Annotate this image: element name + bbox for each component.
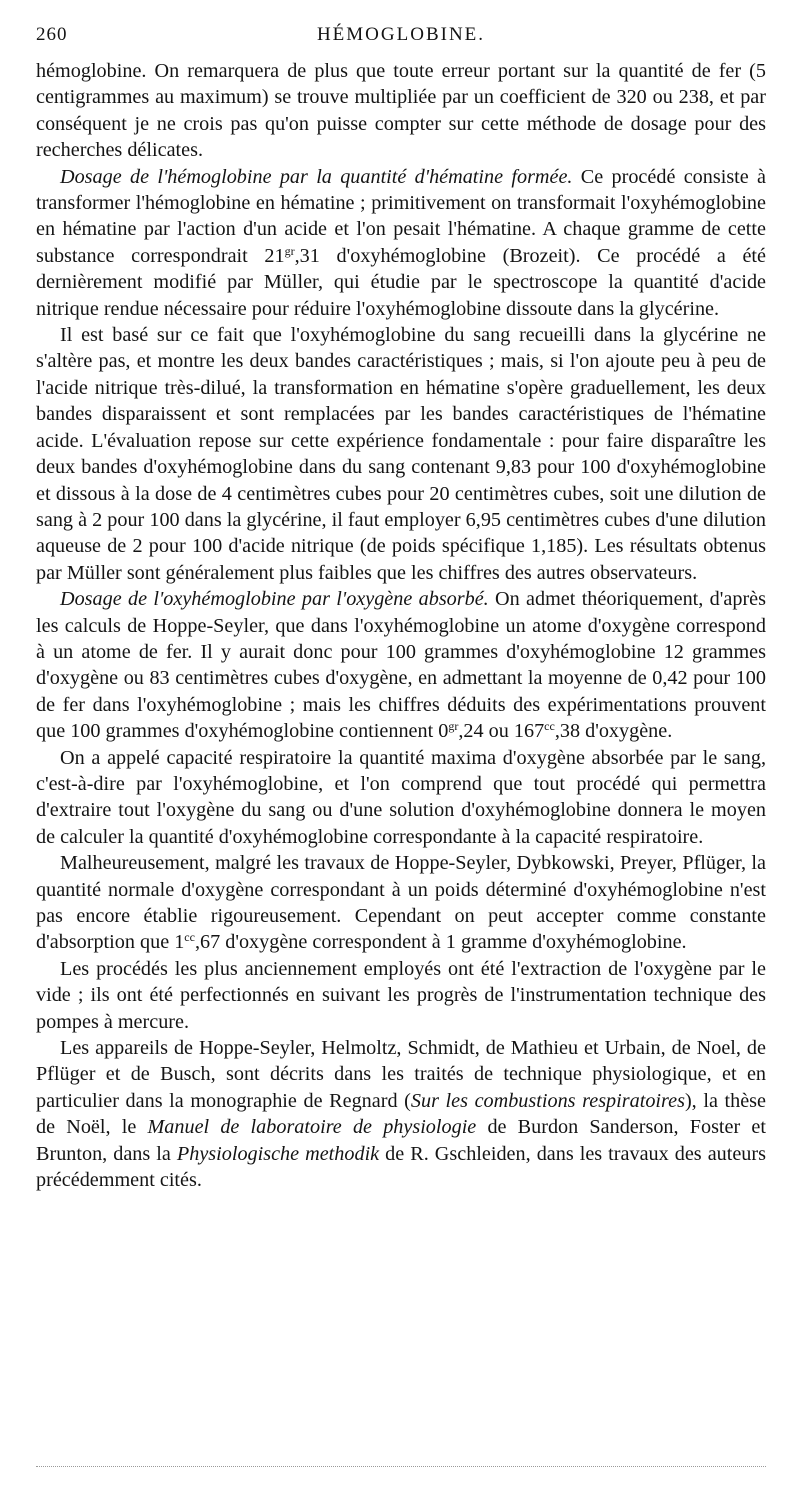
paragraph bbox=[36, 586, 766, 744]
text-run: de R. Gschleiden, dans les travaux des auteurs précédemment cités. bbox=[36, 1142, 766, 1192]
page-header bbox=[36, 24, 766, 58]
text-run: ,31 d'oxyhémoglobine (Brozeit). Ce procédé a été dernièrement modifié par Müller, qui étudie par le spectroscope la quantité d'acide nitrique rendue nécessaire pour réduire l'oxyhémoglobine dissoute dans la glycérine. bbox=[36, 244, 766, 320]
running-title: HÉMOGLOBINE. bbox=[316, 24, 486, 45]
text-run: Ce procédé consiste à transformer l'hémoglobine en hématine ; primitivement on transformait l'oxyhémoglobine en hématine par l'action d'un acide et l'on pesait l'hématine. A chaque gramme de cette substance correspondrait 21 bbox=[36, 165, 767, 267]
superscript-unit: gr bbox=[448, 719, 459, 734]
document-page bbox=[36, 24, 766, 1193]
text-run: ,24 ou 167 bbox=[458, 720, 545, 743]
italic-text: Physiologische methodik bbox=[176, 1142, 380, 1165]
text-run: Les appareils de Hoppe-Seyler, Helmoltz, Schmidt, de Mathieu et Urbain, de Noel, de Pflüger et de Busch, sont décrits dans les traités de technique physiologique, et en particulier dans la monographie de Regnard ( bbox=[36, 1037, 766, 1112]
italic-text: Dosage de l'oxyhémoglobine par l'oxygène absorbé. bbox=[60, 588, 489, 611]
paragraph bbox=[36, 956, 766, 1035]
text-run: ,67 d'oxygène correspondent à 1 gramme d'oxyhémoglobine. bbox=[194, 931, 687, 954]
paragraph bbox=[36, 164, 766, 322]
text-run: Malheureusement, malgré les travaux de Hoppe-Seyler, Dybkowski, Preyer, Pflüger, la quantité normale d'oxygène correspondant à un poids déterminé d'oxyhémoglobine n'est pas encore établie rigoureusement. Cependant on peut accepter comme constante d'absorption que 1 bbox=[36, 852, 766, 954]
page-number: 260 bbox=[36, 24, 68, 45]
text-run: hémoglobine. On remarquera de plus que toute erreur portant sur la quantité de fer (5 centigrammes au maximum) se trouve multipliée par un coefficient de 320 ou 238, et par conséquent je ne crois pas qu'on puisse compter sur cette méthode de dosage pour des recherches délicates. bbox=[36, 60, 766, 162]
text-run: ), la thèse de Noël, le bbox=[36, 1089, 766, 1139]
footer-rule bbox=[36, 1466, 766, 1467]
text-run: On admet théoriquement, d'après les calculs de Hoppe-Seyler, que dans l'oxyhémoglobine un atome d'oxygène correspond à un atome de fer. Il y aurait donc pour 100 grammes d'oxyhémoglobine 12 grammes d'oxygène ou 83 centimètres cubes d'oxygène, en admettant la moyenne de 0,42 pour 100 de fer dans l'oxyhémoglobine ; mais les chiffres déduits des expérimentations prouvent que 100 grammes d'oxyhémoglobine contiennent 0 bbox=[36, 588, 766, 743]
superscript-unit: cc bbox=[184, 930, 195, 945]
text-run: Il est basé sur ce fait que l'oxyhémoglobine du sang recueilli dans la glycérine ne s'altère pas, et montre les deux bandes caractéristiques ; mais, si l'on ajoute peu à peu de l'acide nitrique très-dilué, la transformation en hématine s'opère graduellement, les deux bandes disparaissent et sont remplacées par les bandes caractéristiques de l'hématine acide. L'évaluation repose sur cette expérience fondamentale : pour faire disparaître les deux bandes d'oxyhémoglobine dans du sang contenant 9,83 pour 100 d'oxyhémoglobine et dissous à la dose de 4 centimètres cubes pour 20 centimètres cubes, soit une dilution de sang à 2 pour 100 dans la glycérine, il faut employer 6,95 centimètres cubes d'une dilution aqueuse de 2 pour 100 d'acide nitrique (de poids spécifique 1,185). Les résultats obtenus par Müller sont généralement plus faibles que les chiffres des autres observateurs. bbox=[36, 324, 766, 584]
text-run: de Burdon Sanderson, Foster et Brunton, dans la bbox=[36, 1116, 766, 1165]
body-text bbox=[36, 58, 766, 1193]
paragraph bbox=[36, 322, 766, 586]
italic-text: Dosage de l'hémoglobine par la quantité d'hématine formée. bbox=[60, 165, 573, 188]
paragraph bbox=[36, 850, 766, 956]
paragraph bbox=[36, 58, 766, 164]
superscript-unit: gr bbox=[284, 243, 295, 258]
superscript-unit: cc bbox=[544, 719, 555, 734]
text-run: Les procédés les plus anciennement employés ont été l'extraction de l'oxygène par le vide ; ils ont été perfectionnés en suivant les progrès de l'instrumentation technique des pompes à mercure. bbox=[36, 957, 766, 1033]
text-run: On a appelé capacité respiratoire la quantité maxima d'oxygène absorbée par le sang, c'est-à-dire par l'oxyhémoglobine, et l'on comprend que tout procédé qui permettra d'extraire tout l'oxygène du sang ou d'une solution d'oxyhémoglobine donnera le moyen de calculer la quantité d'oxyhémoglobine correspondante à la capacité respiratoire. bbox=[36, 746, 766, 848]
paragraph bbox=[36, 745, 766, 851]
paragraph bbox=[36, 1035, 766, 1193]
italic-text: Sur les combustions respiratoires bbox=[410, 1089, 685, 1112]
text-run: ,38 d'oxygène. bbox=[554, 720, 673, 743]
italic-text: Manuel de laboratoire de physiologie bbox=[147, 1116, 477, 1139]
